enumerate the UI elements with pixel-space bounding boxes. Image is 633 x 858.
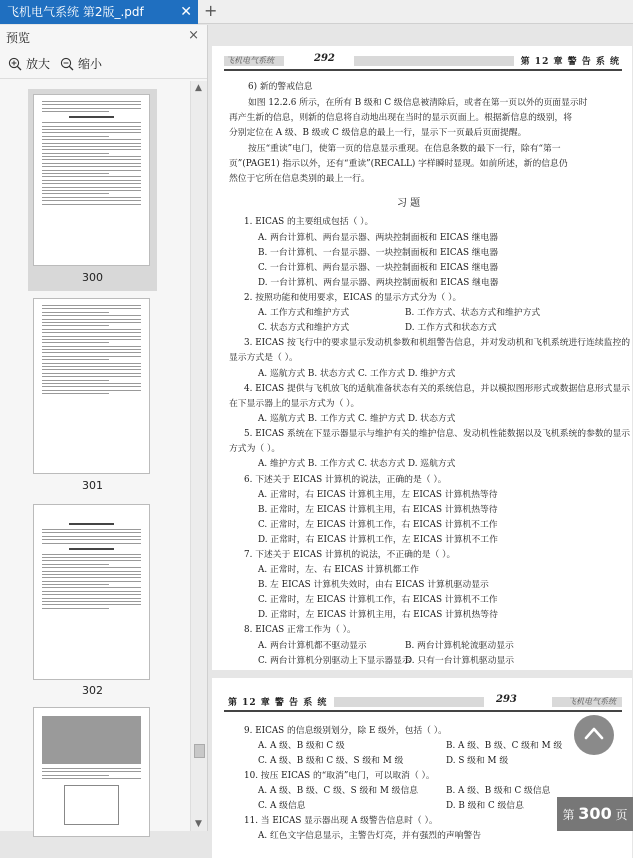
option: A. 巡航方式 B. 状态方式 C. 工作方式 D. 维护方式 — [258, 369, 456, 379]
option: B. 工作方式、状态方式和维护方式 — [405, 308, 541, 318]
option: B. 左 EICAS 计算机失效时，由右 EICAS 计算机驱动显示 — [258, 580, 489, 590]
option: A. 正常时，左、右 EICAS 计算机都工作 — [258, 565, 419, 575]
option: C. 两台计算机分别驱动上下显示器显示 — [258, 656, 411, 666]
page-indicator-number: 300 — [578, 804, 612, 823]
thumbnail-list — [0, 81, 190, 831]
body-line: 然位于它所在信息类别的最上一行。 — [229, 174, 370, 184]
option: B. A 级、B 级、C 级和 M 级 — [446, 741, 563, 751]
option: C. A 级、B 级和 C 级、S 级和 M 级 — [258, 756, 404, 766]
question: 5. EICAS 系统在下显示器显示与维护有关的维护信息、发动机性能数据以及飞机系统的参数的显示 — [244, 429, 631, 439]
option: A. 工作方式和维护方式 — [258, 308, 350, 318]
page-292 — [212, 46, 632, 670]
zoom-in-icon — [8, 57, 22, 71]
close-tab-icon[interactable]: ✕ — [180, 4, 192, 20]
sidebar-divider — [0, 78, 207, 79]
page-number: 292 — [314, 53, 335, 64]
sidebar-title: 预览 — [6, 31, 31, 45]
thumbnail-image — [33, 94, 150, 266]
option: B. A 级、B 级和 C 级信息 — [446, 786, 551, 796]
body-line: 再产生新的信息，则新的信息将自动地出现在当时的显示页面上。根据新信息的级别，将 — [229, 113, 573, 123]
document-tab[interactable] — [0, 0, 198, 24]
option: D. 一台计算机、两台显示器、两块控制面板和 EICAS 继电器 — [258, 278, 499, 288]
option: A. 红色文字信息显示，主警告灯亮，并有强烈的声响警告 — [258, 831, 482, 841]
option: B. 一台计算机、一台显示器、一块控制面板和 EICAS 继电器 — [258, 248, 499, 258]
option: C. A 级信息 — [258, 801, 306, 811]
page-indicator — [557, 797, 633, 831]
chapter-title: 第 12 章 警 告 系 统 — [228, 698, 328, 708]
question: 显示方式是（ ）。 — [229, 353, 298, 363]
thumbnail-image — [33, 504, 150, 680]
new-tab-button[interactable]: + — [204, 1, 218, 20]
question: 8. EICAS 正常工作为（ ）。 — [244, 625, 356, 635]
page-indicator-suffix: 页 — [615, 808, 628, 822]
question: 6. 下述关于 EICAS 计算机的说法，正确的是（ ）。 — [244, 475, 447, 485]
thumbnail-image — [33, 707, 150, 837]
option: D. 只有一台计算机驱动显示 — [405, 656, 515, 666]
thumbnail-image — [33, 298, 150, 474]
question: 1. EICAS 的主要组成包括（ ）。 — [244, 217, 374, 227]
option: C. 一台计算机、两台显示器、一块控制面板和 EICAS 继电器 — [258, 263, 499, 273]
zoom-out-button[interactable] — [60, 55, 102, 72]
thumbnail-page-303[interactable] — [28, 707, 157, 837]
scrollbar-thumb[interactable] — [194, 744, 205, 758]
option: A. 维护方式 B. 工作方式 C. 状态方式 D. 巡航方式 — [258, 459, 456, 469]
thumbnail-page-302[interactable] — [28, 504, 157, 709]
zoom-in-button[interactable] — [8, 55, 50, 72]
question: 11. 当 EICAS 显示器出现 A 级警告信息时（ ）。 — [244, 816, 438, 826]
question: 方式为（ ）。 — [229, 444, 281, 454]
option: A. A 级、B 级和 C 级 — [258, 741, 345, 751]
chevron-up-icon — [584, 726, 604, 740]
option: B. 两台计算机轮流驱动显示 — [405, 641, 514, 651]
question: 4. EICAS 提供与飞机放飞的适航准备状态有关的系统信息，并以模拟图形形式或数据信息形式显示 — [244, 384, 631, 394]
option: A. 正常时，右 EICAS 计算机主用，左 EICAS 计算机热等待 — [258, 490, 498, 500]
option: D. 正常时，右 EICAS 计算机工作，左 EICAS 计算机不工作 — [258, 535, 498, 545]
question: 10. 按压 EICAS 的“取消”电门，可以取消（ ）。 — [244, 771, 435, 781]
page-header — [224, 694, 622, 712]
thumbnail-page-300[interactable] — [28, 89, 157, 291]
scroll-up-icon[interactable]: ▲ — [195, 83, 202, 93]
zoom-out-label: 缩小 — [78, 57, 103, 71]
thumbnail-scrollbar[interactable] — [190, 81, 207, 831]
body-line: 按压“重读”电门，使第一页的信息显示重现。在信息条数的最下一行，除有“第一 — [248, 144, 561, 154]
sidebar-close-icon[interactable]: × — [188, 28, 199, 43]
thumbnail-page-301[interactable] — [28, 296, 157, 501]
option: A. A 级、B 级、C 级、S 级和 M 级信息 — [258, 786, 419, 796]
question: 7. 下述关于 EICAS 计算机的说法，不正确的是（ ）。 — [244, 550, 456, 560]
exercise-heading: 习 题 — [397, 198, 421, 209]
chapter-title: 第 12 章 警 告 系 统 — [520, 57, 620, 67]
scroll-to-top-button[interactable] — [574, 715, 614, 755]
option: C. 正常时，左 EICAS 计算机工作，右 EICAS 计算机不工作 — [258, 595, 498, 605]
body-line: 页”(PAGE1) 指示以外，还有“重读”(RECALL) 字样瞬时显现。如前所述，新的信息仍 — [229, 159, 568, 169]
question: 在下显示器上的显示方式为（ ）。 — [229, 399, 360, 409]
body-line: 如图 12.2.6 所示，在所有 B 级和 C 级信息被清除后，或者在第一页以外的页面显示时 — [248, 98, 588, 108]
tab-title: 飞机电气系统 第2版_.pdf — [7, 5, 144, 19]
scroll-down-icon[interactable]: ▼ — [195, 819, 202, 829]
header-book-title: 飞机电气系统 — [568, 697, 616, 706]
option: D. B 级和 C 级信息 — [446, 801, 524, 811]
tab-bar — [0, 0, 633, 24]
thumbnail-label: 302 — [82, 684, 103, 697]
page-header — [224, 53, 622, 71]
question: 2. 按照功能和使用要求，EICAS 的显示方式分为（ ）。 — [244, 293, 462, 303]
option: D. 工作方式和状态方式 — [405, 323, 497, 333]
document-viewer[interactable] — [209, 25, 633, 841]
body-line: 6) 新的警戒信息 — [248, 82, 313, 92]
body-line: 分别定位在 A 级、B 级或 C 级信息的最上一行，显示下一页最后页面提醒。 — [229, 128, 527, 138]
page-number: 293 — [496, 694, 517, 705]
option: D. S 级和 M 级 — [446, 756, 509, 766]
option: C. 状态方式和维护方式 — [258, 323, 350, 333]
option: A. 巡航方式 B. 工作方式 C. 维护方式 D. 状态方式 — [258, 414, 456, 424]
thumbnail-label: 300 — [82, 271, 103, 284]
preview-sidebar — [0, 25, 208, 831]
page-indicator-prefix: 第 — [562, 808, 575, 822]
option: A. 两台计算机、两台显示器、两块控制面板和 EICAS 继电器 — [258, 233, 499, 243]
zoom-in-label: 放大 — [26, 57, 51, 71]
option: B. 正常时，左 EICAS 计算机主用，右 EICAS 计算机热等待 — [258, 505, 498, 515]
header-book-title: 飞机电气系统 — [226, 56, 274, 65]
option: A. 两台计算机都不驱动显示 — [258, 641, 367, 651]
thumbnail-label: 301 — [82, 479, 103, 492]
option: D. 正常时，左 EICAS 计算机主用，右 EICAS 计算机热等待 — [258, 610, 498, 620]
question: 3. EICAS 按飞行中的要求显示发动机参数和机组警告信息，并对发动机和飞机系统进行连续监控的 — [244, 338, 631, 348]
question: 9. EICAS 的信息级别划分，除 E 级外，包括（ ）。 — [244, 726, 447, 736]
option: C. 正常时，左 EICAS 计算机工作，右 EICAS 计算机不工作 — [258, 520, 498, 530]
zoom-controls — [8, 55, 102, 72]
zoom-out-icon — [60, 57, 74, 71]
